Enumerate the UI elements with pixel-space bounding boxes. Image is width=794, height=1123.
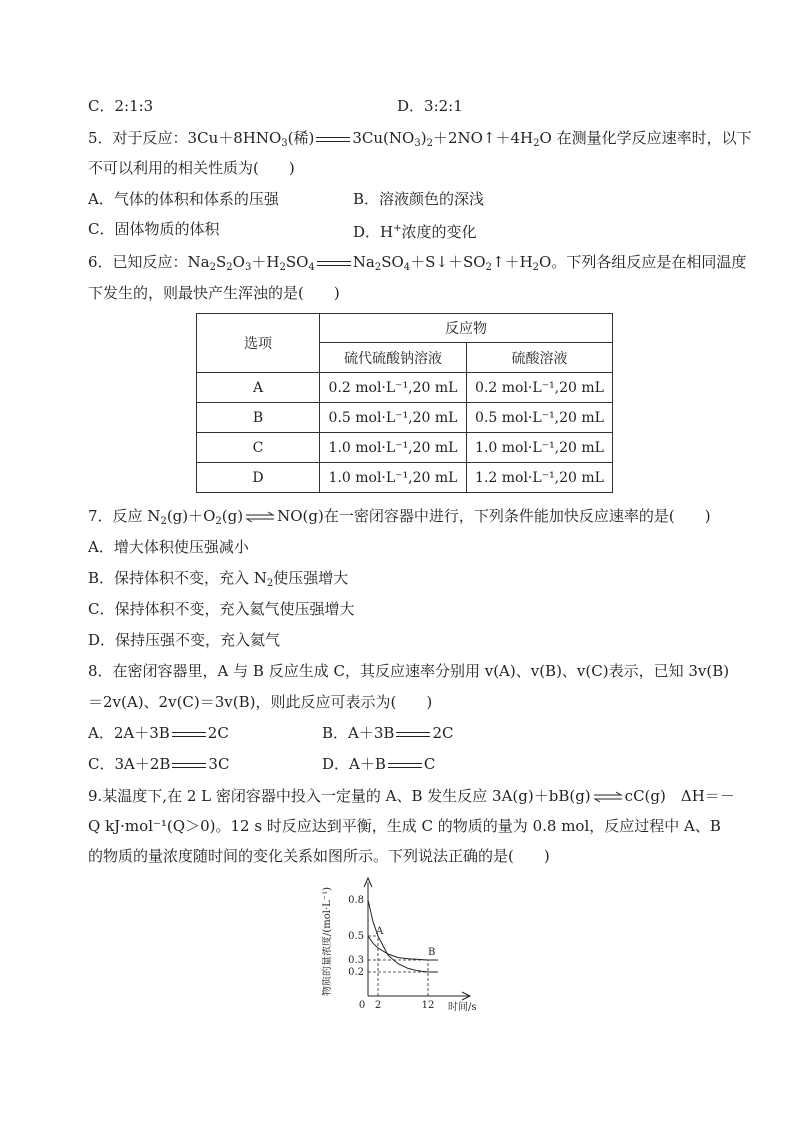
row-cell: 0.5 mol·L⁻¹,20 mL [320,403,467,433]
q5-stem-line2: 不可以利用的相关性质为( ) [88,159,295,177]
table-row [197,433,613,463]
q8-option-c: C．3A＋2B 3C [88,755,230,773]
q8-option-a: A．2A＋3B 2C [88,724,229,742]
q7-option-c: C．保持体积不变，充入氦气使压强增大 [88,600,355,618]
q7-option-b: B．保持体积不变，充入 $N_2$使压强增大 [88,569,349,589]
reversible-arrow-icon [593,791,623,803]
row-cell: 1.0 mol·L⁻¹,20 mL [320,463,467,493]
q4-option-d: D．3:2:1 [397,97,463,115]
q7-option-d: D．保持压强不变，充入氦气 [88,631,281,649]
q8-option-b: B．A＋3B 2C [322,724,454,742]
row-label: A [197,373,320,403]
series-label-B: B [428,947,436,958]
q5-stem-line1: 5．对于反应：$3Cu+8HNO_3$(稀) $3Cu(NO_3)_2+2NO↑+4H_2O$ 在测量化学反应速率时，以下 [88,129,752,149]
table-row [197,373,613,403]
q8-stem-line2: ＝2v(A)、2v(C)＝3v(B)，则此反应可表示为( ) [88,693,433,711]
q5-option-d: D．H+浓度的变化 [353,223,477,241]
q5-option-b: B．溶液颜色的深浅 [353,190,485,208]
x-tick-label: 12 [421,1000,435,1011]
x-axis-label: 时间/s [448,1002,477,1013]
q6-stem-line2: 下发生的，则最快产生浑浊的是( ) [88,284,340,302]
table-header-col1: 硫代硫酸钠溶液 [320,343,467,373]
q5-option-a: A．气体的体积和体系的压强 [88,190,279,208]
row-cell: 0.2 mol·L⁻¹,20 mL [320,373,467,403]
table-header-col2: 硫酸溶液 [467,343,613,373]
q7-stem: 7．反应 $N_2(g)+O_2(g)$ NO(g)在一密闭容器中进行，下列条件能加快反应速率的是( ) [88,507,711,527]
y-tick-label: 0.2 [348,967,364,978]
q6-stem-line1: 6．已知反应：$Na_2S_2O_3+H_2SO_4$ $Na_2SO_4+S↓+SO_2↑+H_2O$。下列各组反应是在相同温度 [88,253,747,273]
row-label: D [197,463,320,493]
x-tick-label: 2 [374,1000,382,1011]
x-tick-label: 0 [358,1000,366,1011]
y-axis-label: 物质的量浓度/(mol·L⁻¹) [322,887,333,996]
table-header-option: 选项 [197,314,320,373]
q8-option-d: D．A＋B C [322,755,436,773]
q4-option-c: C．2:1:3 [88,97,154,115]
q5-option-c: C．固体物质的体积 [88,220,220,238]
row-cell: 1.0 mol·L⁻¹,20 mL [467,433,613,463]
y-tick-label: 0.5 [348,931,364,942]
table-header-reactants: 反应物 [320,314,613,343]
row-cell: 1.0 mol·L⁻¹,20 mL [320,433,467,463]
row-label: C [197,433,320,463]
reactant-table [196,313,613,493]
row-cell: 0.5 mol·L⁻¹,20 mL [467,403,613,433]
y-tick-label: 0.8 [348,895,364,906]
row-cell: 0.2 mol·L⁻¹,20 mL [467,373,613,403]
series-label-A: A [376,926,384,937]
q9-stem-line2: Q kJ·mol⁻¹(Q＞0)。12 s 时反应达到平衡，生成 C 的物质的量为 0.8 mol，反应过程中 A、B [88,817,721,835]
table-row [197,463,613,493]
reversible-arrow-icon [245,511,275,523]
concentration-time-chart [322,874,492,1016]
y-tick-label: 0.3 [348,955,364,966]
row-cell: 1.2 mol·L⁻¹,20 mL [467,463,613,493]
row-label: B [197,403,320,433]
table-row [197,403,613,433]
q7-option-a: A．增大体积使压强减小 [88,538,249,556]
q8-stem-line1: 8．在密闭容器里，A 与 B 反应生成 C，其反应速率分别用 v(A)、v(B)、v(C)表示，已知 3v(B) [88,662,730,680]
q9-stem-line1: 9.某温度下,在 2 L 密闭容器中投入一定量的 A、B 发生反应 3A(g)＋bB(g) cC(g) ΔH＝－ [88,787,735,805]
q9-stem-line3: 的物质的量浓度随时间的变化关系如图所示。下列说法正确的是( ) [88,847,550,865]
